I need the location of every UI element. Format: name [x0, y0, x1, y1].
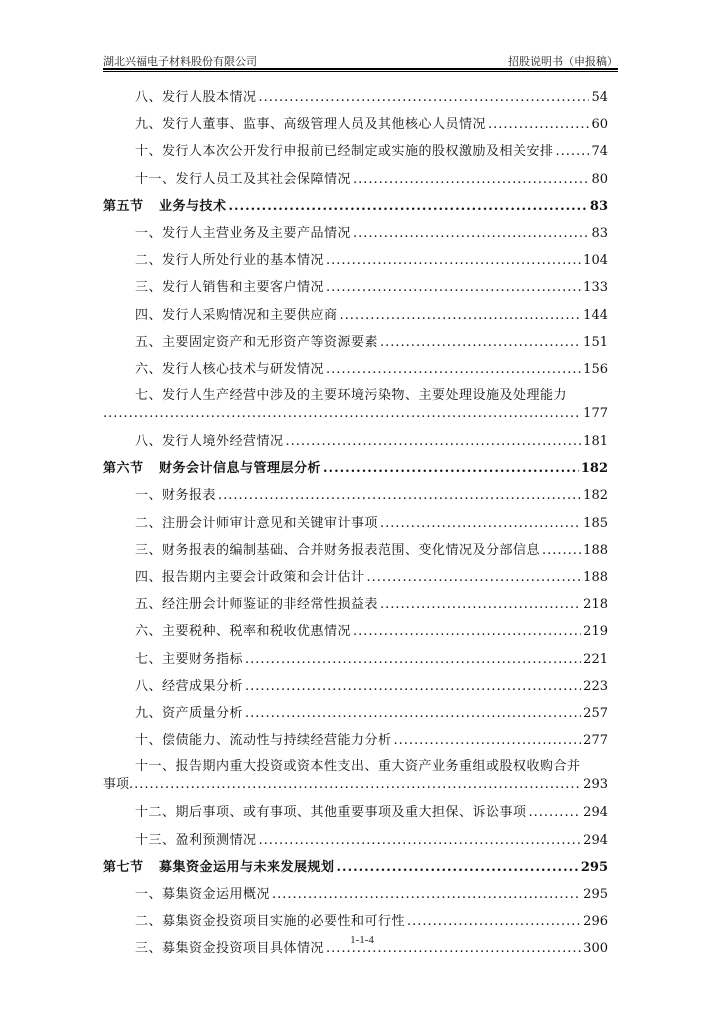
toc-entry-page: 219	[583, 624, 608, 640]
dot-leader	[218, 482, 581, 509]
dot-leader	[272, 881, 581, 908]
toc-entry[interactable]	[103, 618, 608, 645]
toc-entry-label: 十二、期后事项、或有事项、其他重要事项及重大担保、诉讼事项	[135, 805, 527, 821]
toc-entry[interactable]	[103, 564, 608, 591]
toc-section-entry[interactable]	[103, 854, 608, 881]
toc-entry[interactable]	[103, 482, 608, 509]
dot-leader	[259, 84, 590, 111]
toc-entry[interactable]	[103, 799, 608, 826]
header-rule-thin	[103, 71, 618, 72]
toc-entry[interactable]	[103, 591, 608, 618]
toc-section-heading	[103, 193, 227, 220]
toc-entry-label: 一、财务报表	[135, 488, 217, 504]
toc-entry-page: 181	[583, 434, 608, 450]
toc-section-title: 业务与技术	[159, 198, 227, 214]
toc-entry-page: 104	[583, 253, 608, 269]
dot-leader	[326, 247, 581, 274]
toc-entry[interactable]	[103, 754, 608, 799]
toc-entry-page: 293	[583, 777, 608, 793]
toc-section-heading	[103, 854, 335, 881]
dot-leader	[367, 564, 582, 591]
toc-entry-label: 五、经注册会计师鉴证的非经常性损益表	[135, 597, 379, 613]
toc-entry-page: 60	[591, 117, 608, 133]
toc-entry[interactable]	[103, 356, 608, 383]
toc-entry-label: 六、发行人核心技术与研发情况	[135, 361, 325, 377]
toc-entry[interactable]	[103, 84, 608, 111]
toc-entry-page: 54	[591, 90, 608, 105]
toc-entry[interactable]	[103, 329, 608, 356]
toc-entry[interactable]	[103, 138, 608, 165]
toc-entry-page: 80	[591, 171, 608, 187]
table-of-contents	[103, 84, 608, 962]
dot-leader	[380, 510, 581, 537]
dot-leader	[488, 111, 589, 138]
toc-entry-page: 188	[583, 570, 608, 585]
toc-entry-label: 四、报告期内主要会计政策和会计估计	[135, 570, 365, 585]
toc-entry[interactable]	[103, 247, 608, 274]
dot-leader	[245, 673, 581, 700]
toc-entry-label: 十三、盈利预测情况	[135, 832, 257, 848]
toc-entry-page: 83	[591, 225, 608, 241]
dot-leader	[353, 220, 589, 247]
dot-leader	[103, 405, 581, 423]
toc-entry[interactable]	[103, 166, 608, 193]
toc-entry[interactable]	[103, 537, 608, 564]
dot-leader	[407, 908, 581, 935]
toc-entry[interactable]	[103, 727, 608, 754]
toc-entry[interactable]	[103, 881, 608, 908]
toc-entry-label: 六、主要税种、税率和税收优惠情况	[135, 624, 352, 640]
dot-leader	[326, 274, 581, 301]
toc-entry-page: 221	[583, 651, 608, 667]
toc-section-number: 第五节	[103, 198, 144, 214]
dot-leader	[323, 455, 579, 482]
toc-entry-page: 277	[583, 733, 608, 749]
dot-leader	[394, 727, 582, 754]
toc-entry-page: 300	[583, 941, 608, 957]
toc-entry-label: 二、募集资金投资项目实施的必要性和可行性	[135, 914, 406, 930]
toc-entry[interactable]	[103, 302, 608, 329]
toc-entry-page: 257	[583, 705, 608, 721]
toc-entry-label: 四、发行人采购情况和主要供应商	[135, 307, 338, 323]
dot-leader	[529, 799, 582, 826]
dot-leader	[353, 166, 589, 193]
toc-entry-page: 133	[583, 280, 608, 296]
dot-leader	[542, 537, 581, 564]
header-document-title: 招股说明书（申报稿）	[508, 55, 618, 68]
toc-entry-label: 三、财务报表的编制基础、合并财务报表范围、变化情况及分部信息	[135, 542, 541, 558]
toc-entry[interactable]	[103, 383, 608, 428]
toc-entry[interactable]	[103, 274, 608, 301]
toc-entry-page: 182	[583, 488, 608, 504]
toc-section-title: 财务会计信息与管理层分析	[159, 461, 322, 477]
toc-entry-page: 185	[583, 515, 608, 531]
dot-leader	[380, 329, 581, 356]
toc-entry-page: 296	[583, 914, 608, 930]
toc-entry-page: 182	[580, 461, 608, 477]
toc-entry-label: 十一、报告期内重大投资或资本性支出、重大资产业务重组或股权收购合并	[135, 759, 581, 775]
dot-leader	[556, 138, 590, 165]
toc-entry-page: 151	[583, 334, 608, 350]
toc-entry-page: 218	[583, 597, 608, 613]
dot-leader	[245, 700, 581, 727]
dot-leader	[245, 646, 581, 673]
toc-section-number: 第七节	[103, 859, 144, 875]
toc-entry-label: 五、主要固定资产和无形资产等资源要素	[135, 334, 379, 350]
toc-entry-label: 七、发行人生产经营中涉及的主要环境污染物、主要处理设施及处理能力	[135, 388, 568, 404]
toc-section-heading	[103, 455, 321, 482]
toc-entry-label: 九、发行人董事、监事、高级管理人员及其他核心人员情况	[135, 117, 487, 133]
toc-entry[interactable]	[103, 827, 608, 854]
dot-leader	[340, 302, 582, 329]
dot-leader	[286, 428, 582, 455]
toc-entry[interactable]	[103, 673, 608, 700]
toc-section-number: 第六节	[103, 461, 144, 477]
toc-entry-label: 八、发行人股本情况	[135, 90, 257, 105]
header-rule	[103, 68, 618, 70]
toc-entry-label: 三、募集资金投资项目具体情况	[135, 941, 325, 957]
toc-section-entry[interactable]	[103, 193, 608, 220]
dot-leader	[380, 591, 581, 618]
toc-entry-page: 223	[583, 678, 608, 694]
toc-entry-label: 八、发行人境外经营情况	[135, 434, 284, 450]
toc-entry-label: 三、发行人销售和主要客户情况	[135, 280, 325, 296]
toc-entry-page: 188	[583, 542, 608, 558]
toc-entry-label: 十、偿债能力、流动性与持续经营能力分析	[135, 733, 392, 749]
toc-entry-label: 十一、发行人员工及其社会保障情况	[135, 171, 352, 187]
toc-entry-page: 294	[583, 805, 608, 821]
dot-leader	[353, 618, 581, 645]
toc-entry[interactable]	[103, 510, 608, 537]
toc-entry-label: 九、资产质量分析	[135, 705, 244, 721]
toc-entry-page: 295	[580, 859, 608, 875]
toc-entry-page: 295	[583, 886, 608, 902]
toc-entry-label: 一、发行人主营业务及主要产品情况	[135, 225, 352, 241]
toc-entry-label-continued: 事项	[103, 777, 130, 793]
toc-section-title: 募集资金运用与未来发展规划	[159, 859, 335, 875]
toc-entry-page: 177	[583, 406, 608, 422]
dot-leader	[229, 193, 588, 220]
page-number: 1-1-4	[350, 934, 374, 946]
toc-entry-page: 294	[583, 832, 608, 848]
toc-entry-page: 83	[589, 198, 608, 214]
toc-entry-label: 二、注册会计师审计意见和关键审计事项	[135, 515, 379, 531]
dot-leader	[129, 776, 581, 794]
toc-entry-page: 74	[591, 144, 608, 160]
toc-entry-label: 二、发行人所处行业的基本情况	[135, 253, 325, 269]
page-header	[103, 51, 618, 69]
toc-entry-page: 156	[583, 361, 608, 377]
toc-entry[interactable]	[103, 428, 608, 455]
toc-entry[interactable]	[103, 111, 608, 138]
toc-entry[interactable]	[103, 646, 608, 673]
toc-entry[interactable]	[103, 908, 608, 935]
toc-entry-label: 八、经营成果分析	[135, 678, 244, 694]
header-company-name: 湖北兴福电子材料股份有限公司	[103, 55, 257, 68]
toc-entry-page: 144	[583, 307, 608, 323]
dot-leader	[337, 854, 579, 881]
toc-section-entry[interactable]	[103, 455, 608, 482]
dot-leader	[259, 827, 582, 854]
toc-entry-label: 一、募集资金运用概况	[135, 886, 271, 902]
dot-leader	[326, 356, 581, 383]
toc-entry-label: 七、主要财务指标	[135, 651, 244, 667]
toc-entry[interactable]	[103, 700, 608, 727]
toc-entry[interactable]	[103, 220, 608, 247]
toc-entry-label: 十、发行人本次公开发行申报前已经制定或实施的股权激励及相关安排	[135, 144, 554, 160]
